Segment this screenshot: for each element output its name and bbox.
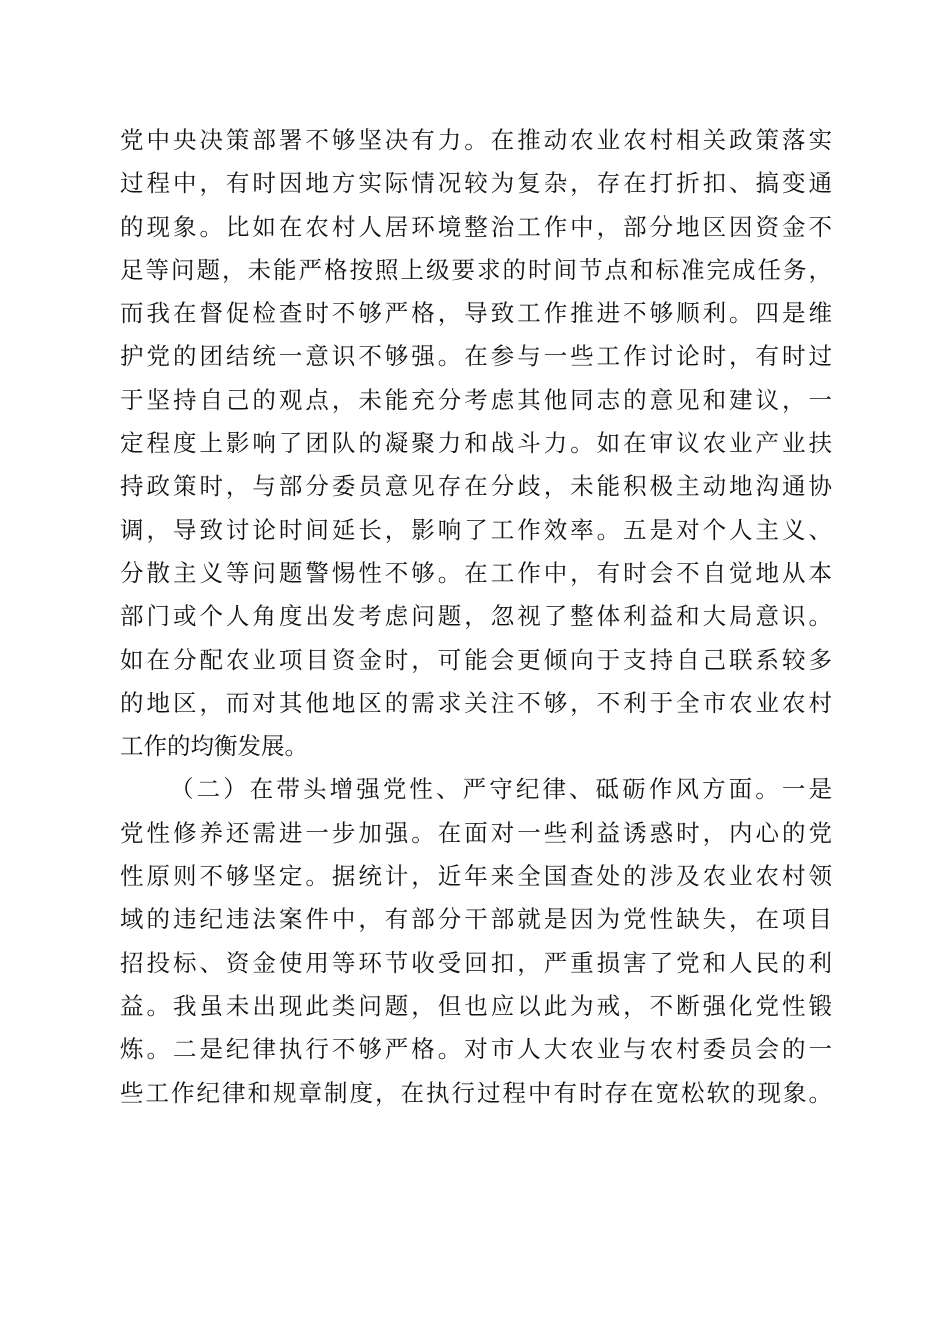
text-line: 的地区，而对其他地区的需求关注不够，不利于全市农业农村 xyxy=(120,688,832,717)
text-line: 而我在督促检查时不够严格，导致工作推进不够顺利。四是维 xyxy=(120,299,832,328)
text-line: 炼。二是纪律执行不够严格。对市人大农业与农村委员会的一 xyxy=(120,1035,832,1064)
text-line: 定程度上影响了团队的凝聚力和战斗力。如在审议农业产业扶 xyxy=(120,429,832,458)
section-heading-line: （二）在带头增强党性、严守纪律、砥砺作风方面。一是 xyxy=(170,775,832,804)
text-line: 持政策时，与部分委员意见存在分歧，未能积极主动地沟通协 xyxy=(120,472,832,501)
text-line: 过程中，有时因地方实际情况较为复杂，存在打折扣、搞变通 xyxy=(120,169,832,198)
text-line: 些工作纪律和规章制度，在执行过程中有时存在宽松软的现象。 xyxy=(120,1078,832,1107)
text-line: 分散主义等问题警惕性不够。在工作中，有时会不自觉地从本 xyxy=(120,558,832,587)
text-line: 党性修养还需进一步加强。在面对一些利益诱惑时，内心的党 xyxy=(120,818,832,847)
text-line: 工作的均衡发展。 xyxy=(120,732,308,761)
text-line: 党中央决策部署不够坚决有力。在推动农业农村相关政策落实 xyxy=(120,126,832,154)
text-line: 的现象。比如在农村人居环境整治工作中，部分地区因资金不 xyxy=(120,212,832,241)
body-text xyxy=(120,119,832,1115)
text-line: 于坚持自己的观点，未能充分考虑其他同志的意见和建议，一 xyxy=(120,385,832,414)
text-line: 调，导致讨论时间延长，影响了工作效率。五是对个人主义、 xyxy=(120,515,832,544)
text-line: 足等问题，未能严格按照上级要求的时间节点和标准完成任务， xyxy=(120,255,832,284)
text-line: 域的违纪违法案件中，有部分干部就是因为党性缺失，在项目 xyxy=(120,905,832,934)
text-line: 益。我虽未出现此类问题，但也应以此为戒，不断强化党性锻 xyxy=(120,991,832,1020)
text-line: 性原则不够坚定。据统计，近年来全国查处的涉及农业农村领 xyxy=(120,862,832,891)
text-line: 招投标、资金使用等环节收受回扣，严重损害了党和人民的利 xyxy=(120,948,832,977)
text-line: 部门或个人角度出发考虑问题，忽视了整体利益和大局意识。 xyxy=(120,602,832,631)
text-line: 如在分配农业项目资金时，可能会更倾向于支持自己联系较多 xyxy=(120,645,832,674)
text-line: 护党的团结统一意识不够强。在参与一些工作讨论时，有时过 xyxy=(120,342,832,371)
